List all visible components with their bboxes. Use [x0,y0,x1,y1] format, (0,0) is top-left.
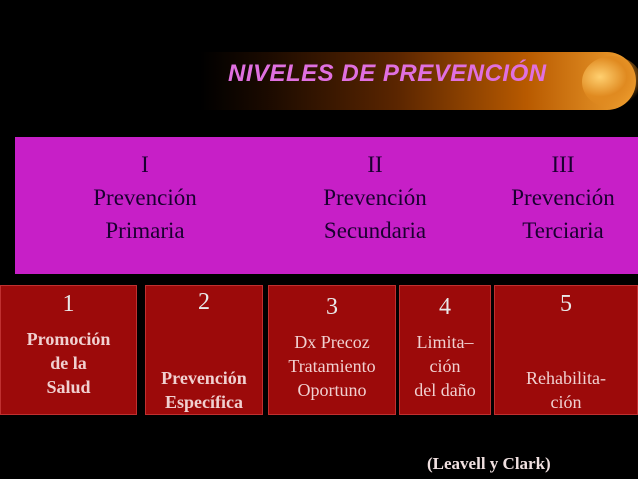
level-numeral: III [551,152,575,177]
box-limitacion [399,285,491,415]
box-number: 2 [198,289,210,315]
level-tertiary [488,148,638,247]
box-number: 3 [326,294,338,320]
box-line: Tratamiento [288,356,376,376]
box-line: Promoción [26,329,111,349]
level-numeral: I [141,152,149,177]
level-line2: Terciaria [522,218,604,243]
box-number: 1 [62,291,75,317]
box-line: Salud [46,377,91,397]
box-line: Rehabilita- [526,368,606,388]
box-promocion [0,285,137,415]
level-line1: Prevención [323,185,427,210]
level-line1: Prevención [511,185,615,210]
box-line: del daño [414,380,476,400]
level-secondary [290,148,460,247]
box-line: Oportuno [297,380,367,400]
box-number: 4 [439,294,451,320]
level-line2: Primaria [105,218,185,243]
box-line: Limita– [416,332,474,352]
box-rehabilitacion [494,285,638,415]
level-numeral: II [367,152,383,177]
box-line: Dx Precoz [294,332,370,352]
box-dx-precoz [268,285,396,415]
box-line: ción [550,392,582,412]
level-line2: Secundaria [323,218,427,243]
box-number: 5 [560,291,572,317]
box-prevencion-especifica [145,285,263,415]
citation: (Leavell y Clark) [427,454,551,473]
box-line: Específica [165,392,243,412]
box-line: Prevención [161,368,247,388]
box-line: ción [429,356,461,376]
box-line: de la [50,353,87,373]
level-line1: Prevención [93,185,197,210]
page-title: NIVELES DE PREVENCIÓN [228,60,547,87]
level-primary [60,148,230,247]
